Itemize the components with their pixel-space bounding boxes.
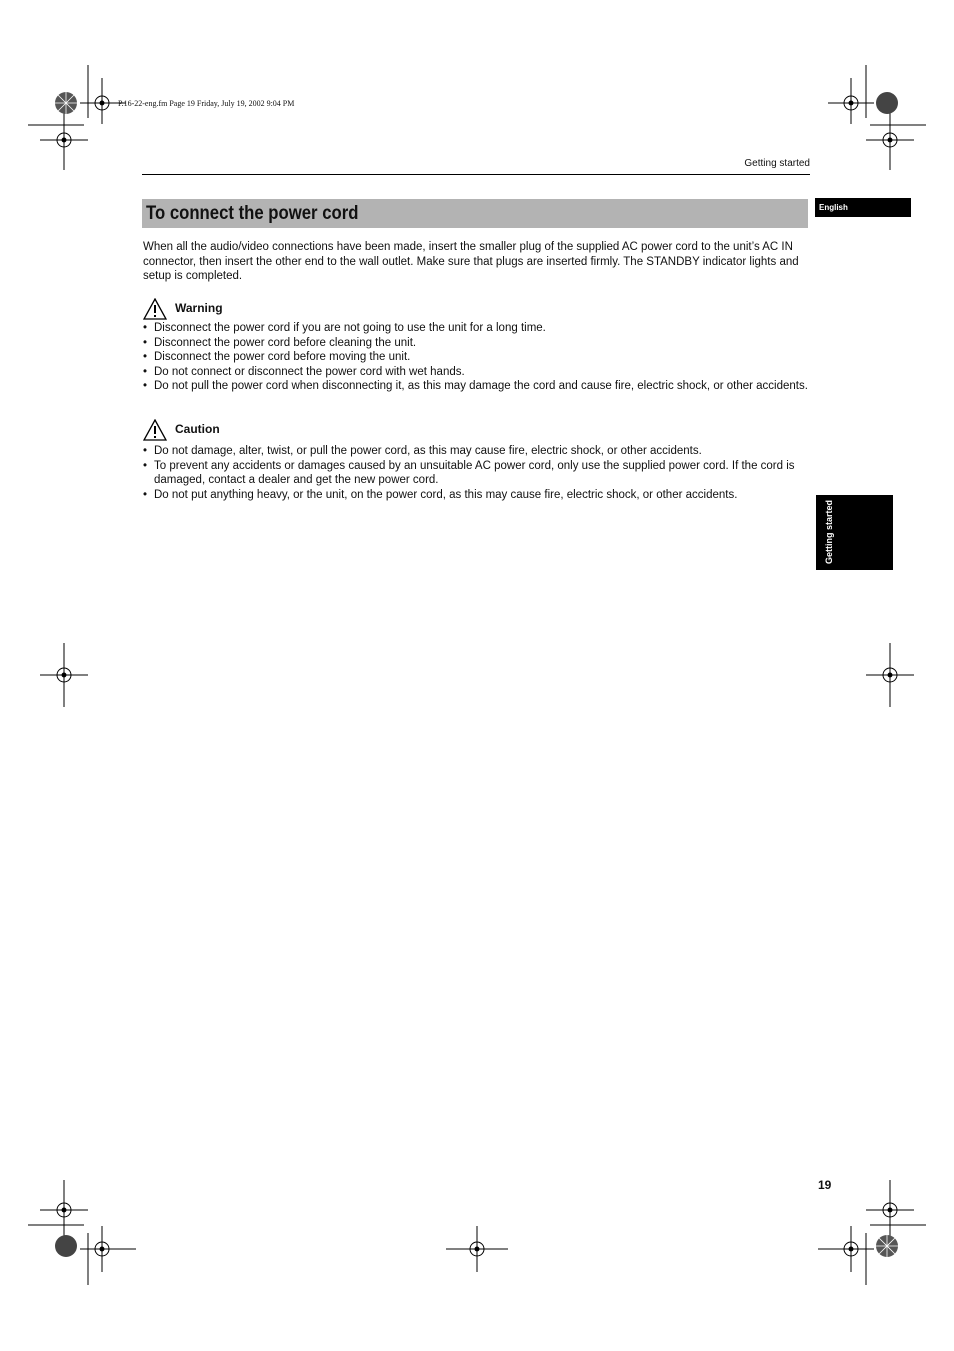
language-tab: English <box>815 198 911 217</box>
caution-label: Caution <box>175 422 220 436</box>
list-item <box>143 379 811 394</box>
caution-list <box>143 444 811 502</box>
intro-paragraph: When all the audio/video connections have been made, insert the smaller plug of the supplied AC power cord to the unit’s AC IN connector, then insert the other end to the wall outlet. Make sure that plugs are inserted firmly. The STANDBY indicator lights and setup is completed. <box>143 241 799 282</box>
bullet-icon: • <box>143 365 148 378</box>
list-item-text: Do not damage, alter, twist, or pull the power cord, as this may cause fire, electric shock, or other accidents. <box>154 445 702 457</box>
list-item <box>143 336 811 351</box>
running-head: Getting started <box>744 158 810 169</box>
section-title-bar <box>142 199 808 228</box>
side-tab-label: Getting started <box>824 499 834 564</box>
bullet-icon: • <box>143 351 148 363</box>
list-item-text: Do not put anything heavy, or the unit, on the power cord, as this may cause fire, electric shock, or other accidents. <box>154 488 738 501</box>
list-item <box>143 321 811 336</box>
header-rule <box>142 174 810 175</box>
list-item <box>143 488 811 503</box>
list-item-text: Disconnect the power cord before moving the unit. <box>154 351 411 363</box>
page-number: 19 <box>818 1178 832 1192</box>
list-item <box>143 444 811 459</box>
list-item-text: Do not pull the power cord when disconnecting it, as this may damage the cord and cause fire, electric shock, or other accidents. <box>154 380 808 392</box>
list-item-text: To prevent any accidents or damages caused by an unsuitable AC power cord, only use the supplied power cord. If the cord is damaged, contact a dealer and get the new power cord. <box>154 459 795 486</box>
warning-list <box>143 321 811 394</box>
section-side-tab <box>816 495 893 570</box>
list-item <box>143 350 811 365</box>
section-title: To connect the power cord <box>146 203 359 224</box>
list-item-text: Do not connect or disconnect the power cord with wet hands. <box>154 365 465 378</box>
bullet-icon: • <box>143 488 148 501</box>
list-item <box>143 365 811 380</box>
bullet-icon: • <box>143 380 148 392</box>
warning-triangle-icon <box>143 419 167 441</box>
bullet-icon: • <box>143 445 148 457</box>
warning-triangle-icon <box>143 298 167 320</box>
list-item-text: Disconnect the power cord before cleaning the unit. <box>154 336 417 349</box>
warning-label: Warning <box>175 301 223 315</box>
list-item-text: Disconnect the power cord if you are not going to use the unit for a long time. <box>154 322 546 334</box>
bullet-icon: • <box>143 336 148 349</box>
list-item <box>143 459 811 488</box>
bullet-icon: • <box>143 459 148 472</box>
file-info: P.16-22-eng.fm Page 19 Friday, July 19, 2002 9:04 PM <box>118 99 295 108</box>
bullet-icon: • <box>143 322 148 334</box>
